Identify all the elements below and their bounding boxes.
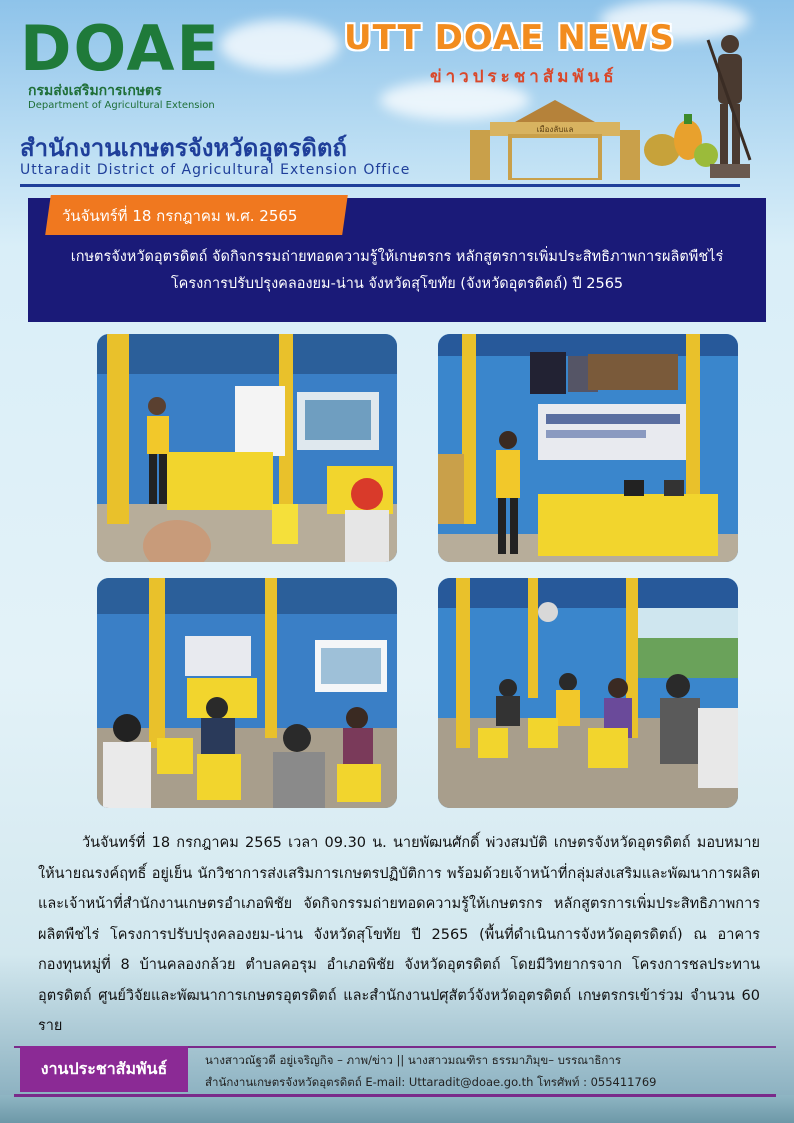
cloud-decoration	[220, 20, 340, 70]
doae-logo	[20, 14, 225, 114]
article-date: วันจันทร์ที่ 18 กรกฎาคม พ.ศ. 2565	[62, 207, 298, 225]
headline-line-1: เกษตรจังหวัดอุตรดิตถ์ จัดกิจกรรมถ่ายทอดความรู้ให้เกษตรกร หลักสูตรการเพิ่มประสิทธิภาพการผลิตพืชไร่	[70, 249, 724, 265]
event-photo	[97, 334, 397, 562]
news-subtitle: ข่าวประชาสัมพันธ์	[430, 67, 618, 87]
footer-contact: สำนักงานเกษตรจังหวัดอุตรดิตถ์ E-mail: Uttaradit@doae.go.th โทรศัพท์ : 055411769	[205, 1075, 657, 1089]
article-headline	[28, 244, 766, 298]
office-name-english: Uttaradit District of Agricultural Extension Office	[20, 162, 411, 178]
statue-illustration	[700, 30, 760, 180]
logo-english-name: Department of Agricultural Extension	[28, 100, 215, 111]
logo-wordmark: DOAE	[20, 12, 221, 85]
article-body: วันจันทร์ที่ 18 กรกฎาคม 2565 เวลา 09.30 น. นายพัฒนศักดิ์ พ่วงสมบัติ เกษตรจังหวัดอุตรดิตถ์ มอบหมายให้นายณรงค์ฤทธิ์ อยู่เย็น นักวิชาการส่งเสริมการเกษตรปฏิบัติการ พร้อมด้วยเจ้าหน้าที่กลุ่มส่งเสริมและพัฒนาการผลิต และเจ้าหน้าที่สำนักงานเกษตรอำเภอพิชัย จัดกิจกรรมถ่ายทอดความรู้ให้เกษตรกร หลักสูตรการเพิ่มประสิทธิภาพการผลิตพืชไร่ โครงการปรับปรุงคลองยม-น่าน จังหวัดสุโขทัย ปี 2565 (พื้นที่ดำเนินการจังหวัดอุตรดิตถ์) ณ อาคารกองทุนหมู่ที่ 8 บ้านคลองกล้วย ตำบลคอรุม อำเภอพิชัย จังหวัดอุตรดิตถ์ โดยมีวิทยากรจาก โครงการชลประทานอุตรดิตถ์ ศูนย์วิจัยและพัฒนาการเกษตรอุตรดิตถ์ และสำนักงานปศุสัตว์จังหวัดอุตรดิตถ์ เกษตรกรเข้าร่วม จำนวน 60 ราย	[38, 835, 760, 1034]
logo-thai-name: กรมส่งเสริมการเกษตร	[28, 83, 162, 99]
event-photo	[97, 578, 397, 808]
footer-credits: นางสาวณัฐวดี อยู่เจริญกิจ – ภาพ/ข่าว || นางสาวมณฑิรา ธรรมาภิมุข– บรรณาธิการ	[205, 1053, 622, 1067]
gate-label: เมืองลับแล	[536, 125, 574, 134]
event-photo	[438, 334, 738, 562]
event-photo	[438, 578, 738, 808]
headline-line-2: โครงการปรับปรุงคลองยม-น่าน จังหวัดสุโขทัย (จังหวัดอุตรดิตถ์) ปี 2565	[170, 276, 624, 292]
office-name-thai: สำนักงานเกษตรจังหวัดอุตรดิตถ์	[20, 134, 347, 162]
header-divider	[20, 184, 740, 187]
news-title: UTT DOAE NEWS	[344, 18, 675, 58]
lake-background	[0, 1095, 794, 1123]
city-gate-illustration	[470, 100, 640, 180]
footer-tag: งานประชาสัมพันธ์	[20, 1046, 188, 1092]
